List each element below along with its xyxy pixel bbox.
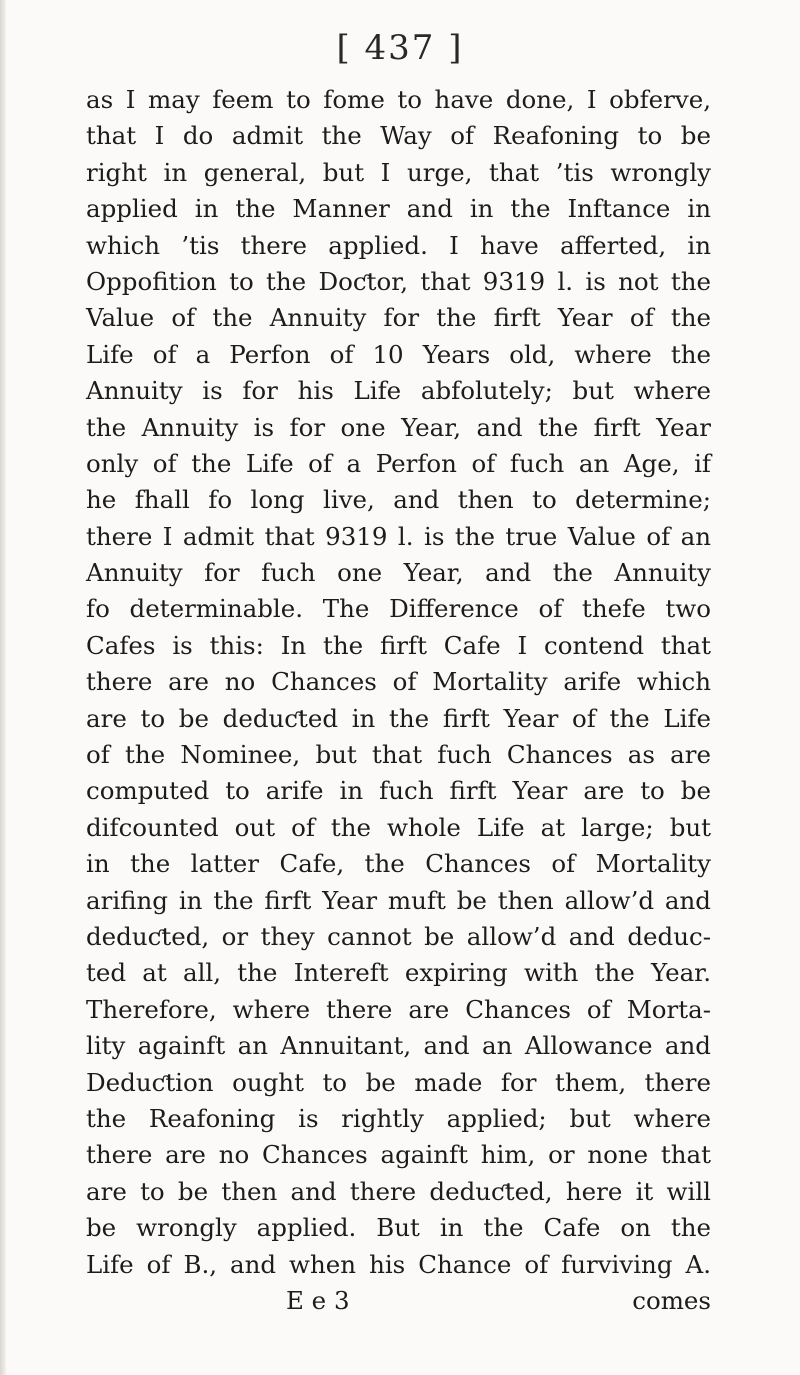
text-line: lity againft an Annuitant, and an Allowance and <box>86 1031 711 1061</box>
page-footer <box>86 1283 711 1319</box>
text-line: which ’tis there applied. I have afferted, in <box>86 230 711 260</box>
text-line: be wrongly applied. But in the Cafe on the <box>86 1213 711 1243</box>
text-line: there are no Chances againft him, or none that <box>86 1140 711 1170</box>
text-line: deduƈted, or they cannot be allow’d and deduc- <box>86 921 711 951</box>
text-line: Annuity is for his Life abfolutely; but where <box>86 376 711 406</box>
text-line: the Annuity is for one Year, and the firft Year <box>86 412 711 442</box>
text-line: he fhall fo long live, and then to determine; <box>86 485 711 515</box>
text-line: Therefore, where there are Chances of Morta- <box>86 994 711 1024</box>
text-line: Cafes is this: In the firft Cafe I contend that <box>86 630 711 660</box>
text-line: Life of B., and when his Chance of furviving A. <box>86 1249 711 1279</box>
text-line: there I admit that 9319 l. is the true Value of an <box>86 521 711 551</box>
text-line: that I do admit the Way of Reafoning to be <box>86 121 711 151</box>
text-line: Life of a Perfon of 10 Years old, where the <box>86 339 711 369</box>
text-line: in the latter Cafe, the Chances of Mortality <box>86 849 711 879</box>
text-line: as I may feem to fome to have done, I obferve, <box>86 85 711 114</box>
text-line: fo determinable. The Difference of thefe two <box>86 594 711 624</box>
text-line: are to be deduƈted in the firft Year of the Life <box>86 703 711 733</box>
text-line: only of the Life of a Perfon of fuch an Age, if <box>86 448 711 478</box>
text-line: applied in the Manner and in the Inftance in <box>86 194 711 224</box>
text-line: Deduƈtion ought to be made for them, there <box>86 1067 711 1097</box>
page-binding-edge <box>0 0 6 1375</box>
text-line: arifing in the firft Year muft be then allow’d and <box>86 885 711 915</box>
text-line: Annuity for fuch one Year, and the Annuity <box>86 558 711 588</box>
text-line: of the Nominee, but that fuch Chances as are <box>86 740 711 770</box>
text-line: Value of the Annuity for the firft Year of the <box>86 303 711 333</box>
text-line: Oppofition to the Doƈtor, that 9319 l. is not the <box>86 266 711 296</box>
signature-mark: E e 3 <box>286 1285 350 1315</box>
catchword: comes <box>632 1285 711 1315</box>
body-text <box>86 82 711 1319</box>
page-number-header: [ 437 ] <box>336 28 464 68</box>
text-line: are to be then and there deduƈted, here it will <box>86 1176 711 1206</box>
text-line: there are no Chances of Mortality arife which <box>86 667 711 697</box>
text-line: computed to arife in fuch firft Year are to be <box>86 776 711 806</box>
text-line: difcounted out of the whole Life at large; but <box>86 812 711 842</box>
text-line: the Reafoning is rightly applied; but where <box>86 1103 711 1133</box>
text-line: ted at all, the Intereft expiring with the Year. <box>86 958 711 988</box>
text-line: right in general, but I urge, that ’tis wrongly <box>86 157 711 187</box>
